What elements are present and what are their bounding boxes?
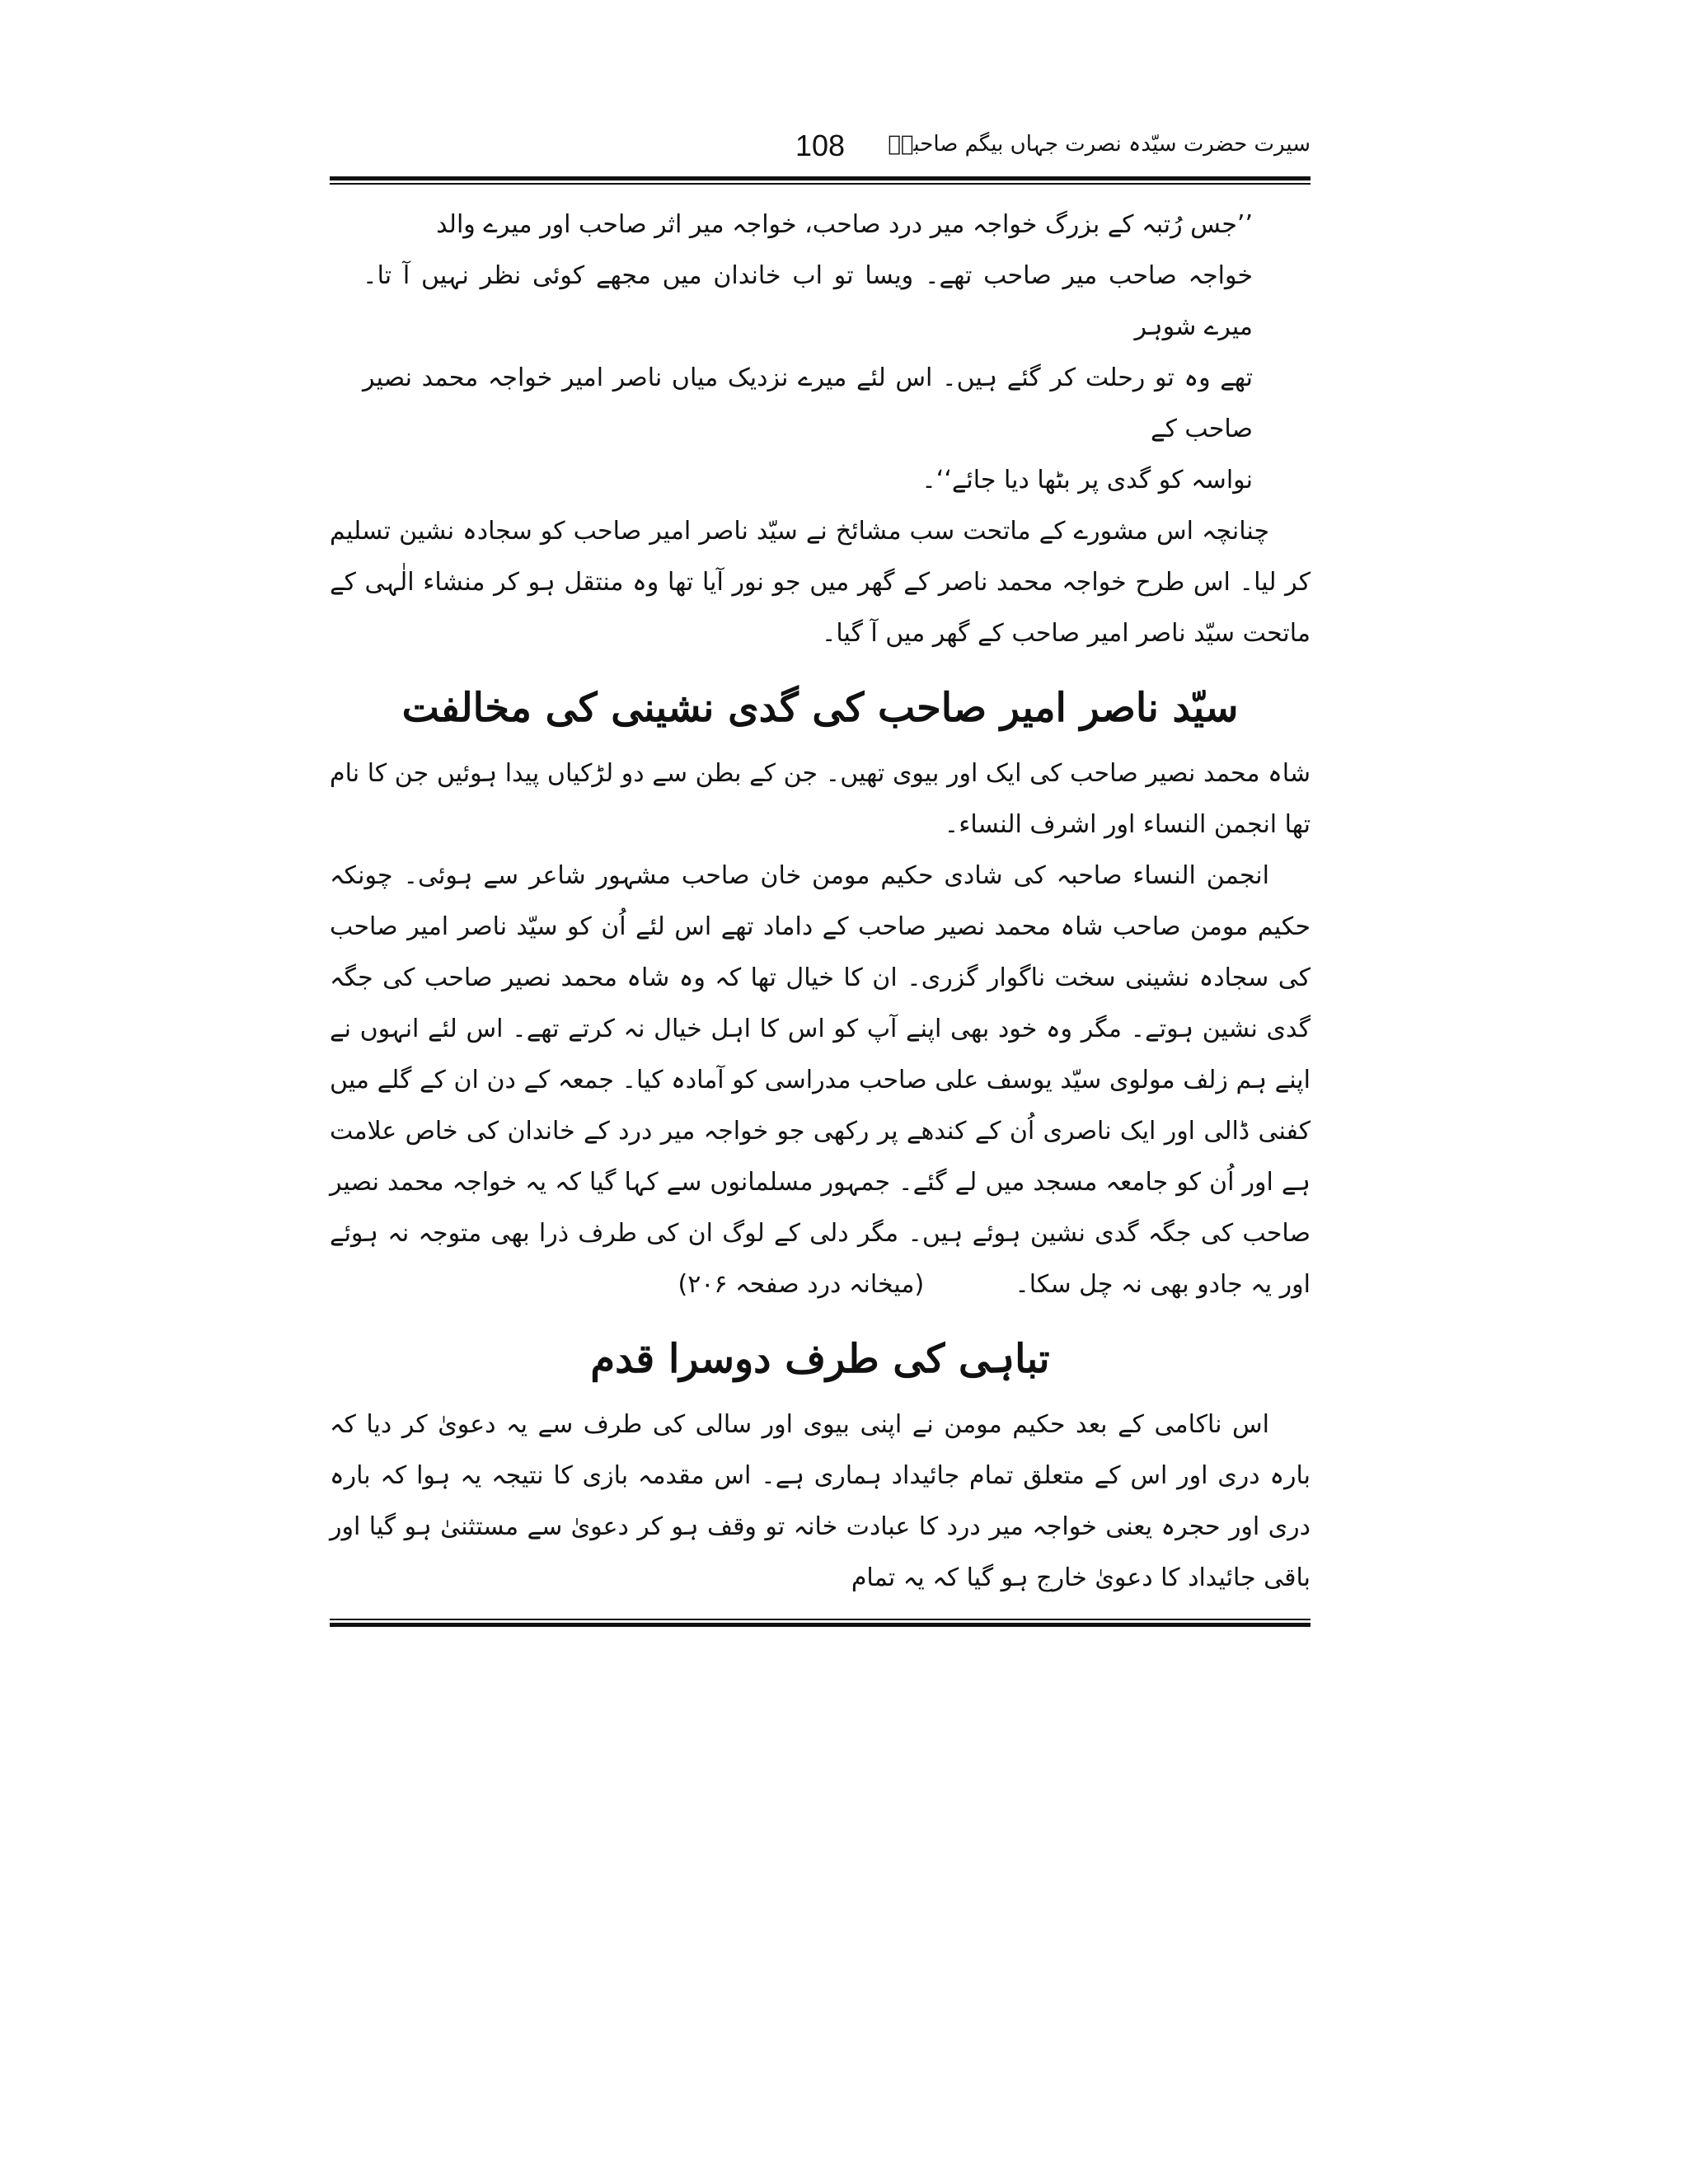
paragraph: اس ناکامی کے بعد حکیم مومن نے اپنی بیوی اور سالی کی طرف سے یہ دعویٰ کر دیا کہ بارہ دری اور اس کے متعلق تمام جائیداد ہماری ہے۔ اس مقدمہ بازی کا نتیجہ یہ ہوا کہ بارہ دری اور حجرہ یعنی خواجہ میر درد کا عبادت خانہ تو وقف ہو کر دعویٰ سے مستثنیٰ ہو گیا اور باقی جائیداد کا دعویٰ خارج ہو گیا کہ یہ تمام — [330, 1410, 1311, 1592]
citation: (میخانہ درد صفحہ ۲۰۶) — [678, 1270, 925, 1299]
quoted-passage — [330, 199, 1311, 506]
document-page — [330, 124, 1311, 1627]
quote-line: تھے وہ تو رحلت کر گئے ہیں۔ اس لئے میرے نزدیک میاں ناصر امیر خواجہ محمد نصیر صاحب کے — [363, 363, 1253, 443]
page-header — [330, 124, 1311, 173]
section-heading: سیّد ناصر امیر صاحب کی گدی نشینی کی مخالفت — [401, 685, 1239, 731]
paragraph — [330, 851, 1311, 1310]
paragraph-text: انجمن النساء صاحبہ کی شادی حکیم مومن خان صاحب مشہور شاعر سے ہوئی۔ چونکہ حکیم مومن صاحب شاہ محمد نصیر صاحب کے داماد تھے اس لئے اُن کو سیّد ناصر امیر صاحب کی سجادہ نشینی سخت ناگوار گزری۔ ان کا خیال تھا کہ وہ شاہ محمد نصیر صاحب کی جگہ گدی نشین ہوتے۔ مگر وہ خود بھی اپنے آپ کو اس کا اہل خیال نہ کرتے تھے۔ اس لئے انہوں نے اپنے ہم زلف مولوی سیّد یوسف علی صاحب مدراسی کو آمادہ کیا۔ جمعہ کے دن ان کے گلے میں کفنی ڈالی اور ایک ناصری اُن کے کندھے پر رکھی جو خواجہ میر درد کے خاندان کی خاص علامت ہے اور اُن کو جامعہ مسجد میں لے گئے۔ جمہور مسلمانوں سے کہا گیا کہ یہ خواجہ محمد نصیر صاحب کی جگہ گدی نشین ہوئے ہیں۔ مگر دلی کے لوگ ان کی طرف ذرا بھی متوجہ نہ ہوئے اور یہ جادو بھی نہ چل سکا۔ — [330, 861, 1311, 1299]
running-title: سیرت حضرت سیّدہ نصرت جہاں بیگم صاحبہؓ — [888, 132, 1311, 157]
quote-line: ’’جس رُتبہ کے بزرگ خواجہ میر درد صاحب، خواجہ میر اثر صاحب اور میرے والد — [436, 210, 1253, 239]
quote-line: نواسہ کو گدی پر بٹھا دیا جائے‘‘۔ — [921, 466, 1253, 494]
paragraph: چنانچہ اس مشورے کے ماتحت سب مشائخ نے سیّد ناصر امیر صاحب کو سجادہ نشین تسلیم کر لیا۔ اس طرح خواجہ محمد ناصر کے گھر میں جو نور آیا تھا وہ منتقل ہو کر منشاء الٰہی کے ماتحت سیّد ناصر امیر صاحب کے گھر میں آ گیا۔ — [330, 517, 1311, 648]
header-rule — [330, 176, 1311, 185]
paragraph: شاہ محمد نصیر صاحب کی ایک اور بیوی تھیں۔ جن کے بطن سے دو لڑکیاں پیدا ہوئیں جن کا نام تھا انجمن النساء اور اشرف النساء۔ — [330, 759, 1311, 839]
section-heading: تباہی کی طرف دوسرا قدم — [590, 1336, 1050, 1382]
footer-rule — [330, 1619, 1311, 1627]
body-text — [330, 199, 1311, 1604]
page-number: 108 — [795, 129, 846, 162]
quote-line: خواجہ صاحب میر صاحب تھے۔ ویسا تو اب خاندان میں مجھے کوئی نظر نہیں آ تا۔ میرے شوہر — [363, 261, 1253, 341]
